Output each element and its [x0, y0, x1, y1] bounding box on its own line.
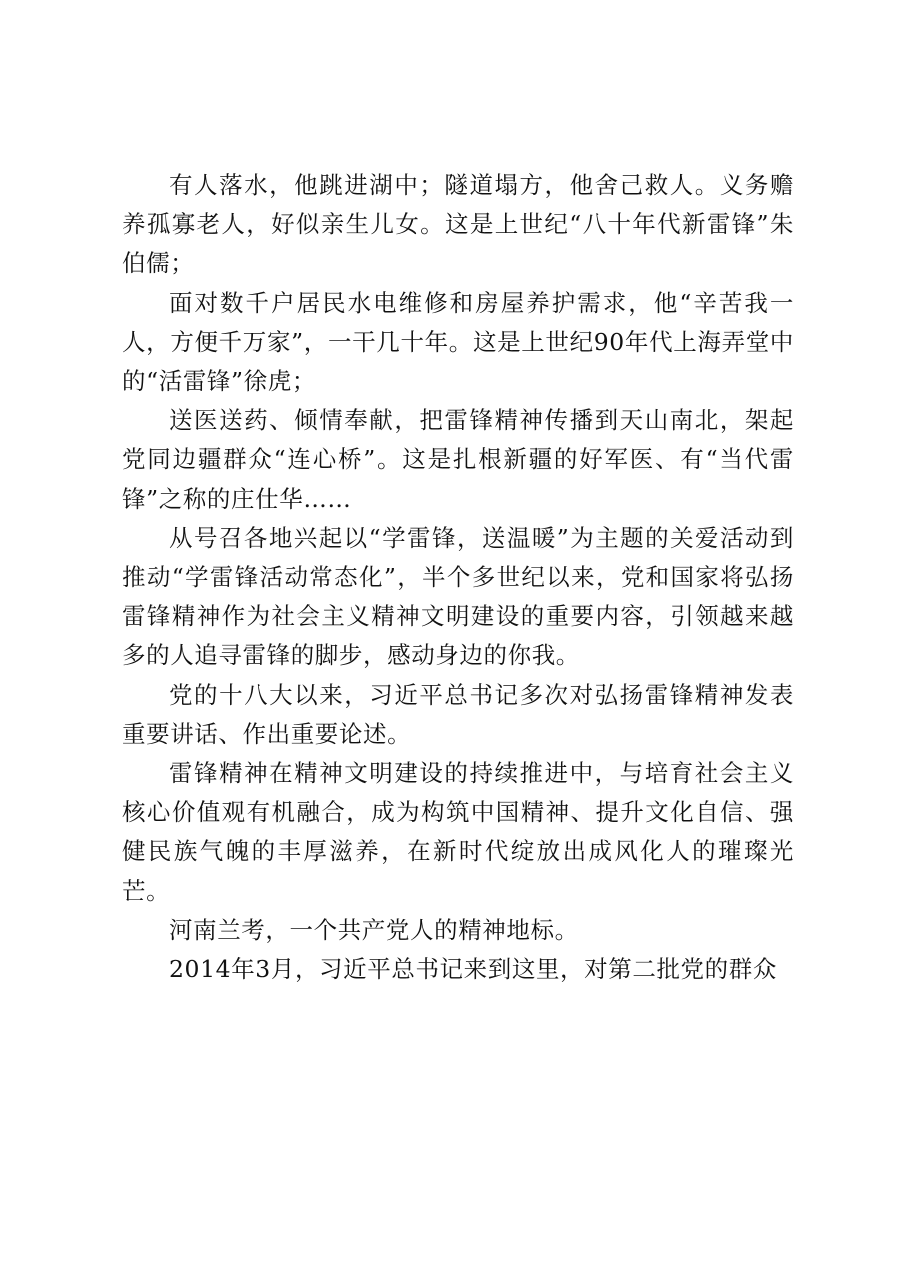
document-body: [122, 166, 794, 989]
paragraph-6: 雷锋精神在精神文明建设的持续推进中，与培育社会主义核心价值观有机融合，成为构筑中国精神、提升文化自信、强健民族气魄的丰厚滋养，在新时代绽放出成风化人的璀璨光芒。: [122, 759, 794, 905]
paragraph-5: 党的十八大以来，习近平总书记多次对弘扬雷锋精神发表重要讲话、作出重要论述。: [122, 680, 794, 748]
paragraph-3: 送医送药、倾情奉献，把雷锋精神传播到天山南北，架起党同边疆群众“连心桥”。这是扎根新疆的好军医、有“当代雷锋”之称的庄仕华……: [122, 406, 794, 513]
paragraph-4: 从号召各地兴起以“学雷锋，送温暖”为主题的关爱活动到推动“学雷锋活动常态化”，半个多世纪以来，党和国家将弘扬雷锋精神作为社会主义精神文明建设的重要内容，引领越来越多的人追寻雷锋的脚步，感动身边的你我。: [122, 523, 794, 670]
paragraph-7: 河南兰考，一个共产党人的精神地标。: [169, 915, 579, 944]
paragraph-2: 面对数千户居民水电维修和房屋养护需求，他“辛苦我一人，方便千万家”，一干几十年。这是上世纪90年代上海弄堂中的“活雷锋”徐虎；: [122, 288, 794, 396]
paragraph-8: 2014年3月，习近平总书记来到这里，对第二批党的群众: [169, 955, 777, 984]
paragraph-1: 有人落水，他跳进湖中；隧道塌方，他舍己救人。义务赡养孤寡老人，好似亲生儿女。这是上世纪“八十年代新雷锋”朱伯儒；: [122, 171, 794, 278]
